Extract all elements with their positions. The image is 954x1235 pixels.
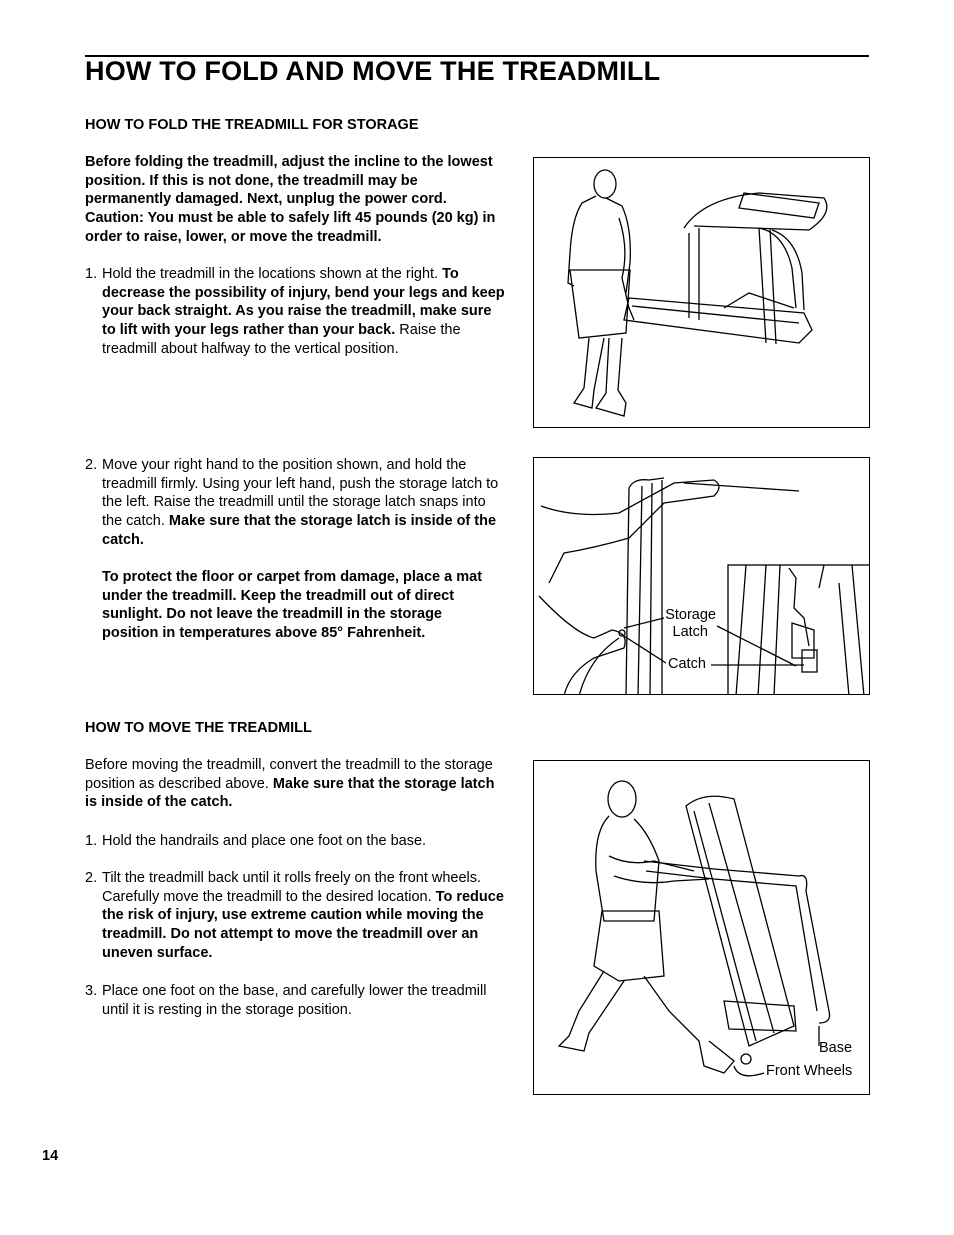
step-warning: To reduce the risk of injury, use extreme caution while moving the treadmill. Do not attempt to move the treadmill over an uneven surface. xyxy=(102,888,504,961)
latch-inset-frame xyxy=(728,565,870,695)
step-number: 3. xyxy=(85,983,98,999)
frame-top xyxy=(629,478,664,488)
fold-intro: Before folding the treadmill, adjust the incline to the lowest position. If this is not done, the treadmill may be permanently damaged. Next, unplug the power cord. Caution: You must be able to safely lift 45 pounds (20 kg) in order to raise, lower, or move the treadmill. xyxy=(85,154,496,245)
person-back xyxy=(568,196,596,286)
person-head xyxy=(608,781,636,817)
person-shorts xyxy=(570,270,630,338)
person-leg-front xyxy=(644,976,734,1073)
step-text: Hold the handrails and place one foot on the base. xyxy=(102,833,427,849)
figure-move-treadmill xyxy=(533,760,870,1095)
fold-step-2 xyxy=(85,456,505,550)
move-intro-text: Before moving the treadmill, convert the treadmill to the storage position as described above. xyxy=(85,757,493,792)
fold-heading: HOW TO FOLD THE TREADMILL FOR STORAGE xyxy=(85,117,419,133)
treadmill-base xyxy=(724,1001,796,1031)
treadmill-upright-right xyxy=(759,228,776,344)
arm-outline xyxy=(541,480,719,583)
step-number: 2. xyxy=(85,870,98,886)
step-number: 1. xyxy=(85,266,98,282)
handrail-inner xyxy=(646,871,817,1011)
catch-leader xyxy=(624,636,666,663)
step-number: 1. xyxy=(85,833,98,849)
person-leg-front xyxy=(596,338,626,416)
step-text: Move your right hand to the position shown, and hold the treadmill firmly. Using your left hand, push the storage latch to the left. Raise the treadmill until the storage latch snaps into the catch. xyxy=(102,457,499,530)
storage-latch-leader xyxy=(624,618,664,628)
inset-storage-leader xyxy=(717,626,796,666)
step-number: 2. xyxy=(85,457,98,473)
person-torso xyxy=(596,816,659,921)
inset-rails xyxy=(736,565,780,695)
handrail-curve-inner xyxy=(772,230,804,310)
treadmill-upright-deck xyxy=(686,796,794,1046)
move-step-3 xyxy=(85,982,505,1019)
wheel-leader xyxy=(734,1066,764,1076)
floor-caution: To protect the floor or carpet from damage, place a mat under the treadmill. Keep the treadmill out of direct sunlight. Do not leave the treadmill in the storage position in temperatures above 85° Fahrenheit. xyxy=(102,569,483,642)
move-intro-warning: Make sure that the storage latch is inside of the catch. xyxy=(85,775,495,811)
page-title: HOW TO FOLD AND MOVE THE TREADMILL xyxy=(85,56,661,86)
person-front xyxy=(606,198,630,293)
base-label: Base xyxy=(819,1040,853,1056)
storage-latch-label xyxy=(661,607,716,641)
treadmill-frame-rails xyxy=(626,480,662,695)
page-number: 14 xyxy=(42,1148,59,1164)
left-hand xyxy=(539,596,625,695)
lift-illustration xyxy=(534,158,870,428)
catch-label: Catch xyxy=(668,656,706,672)
figure-storage-latch xyxy=(533,457,870,695)
inset-side xyxy=(839,565,864,695)
person-leg-back xyxy=(559,971,624,1051)
treadmill-upright-left xyxy=(689,228,699,320)
person-arm xyxy=(619,218,634,320)
move-step-1 xyxy=(85,832,505,851)
step-warning: Make sure that the storage latch is inside of the catch. xyxy=(102,513,497,548)
hand-finger xyxy=(579,638,619,695)
storage-label-line1: Storage xyxy=(665,607,716,623)
person-leg-back xyxy=(574,338,604,408)
person-head xyxy=(594,170,616,198)
front-wheels-label: Front Wheels xyxy=(766,1063,853,1079)
front-wheel xyxy=(741,1054,751,1064)
handrail-curve xyxy=(759,228,796,308)
step-text: Place one foot on the base, and carefully lower the treadmill until it is resting in the storage position. xyxy=(102,983,487,1018)
inset-latch xyxy=(792,623,814,658)
move-step-2 xyxy=(85,869,505,963)
move-heading: HOW TO MOVE THE TREADMILL xyxy=(85,720,312,736)
treadmill-motor-hood xyxy=(724,293,794,308)
inset-bracket xyxy=(789,565,824,646)
fold-step-1 xyxy=(85,265,505,359)
treadmill-edge-line xyxy=(684,483,799,491)
step-text: Raise the treadmill about halfway to the vertical position. xyxy=(102,322,461,357)
deck-rails xyxy=(694,803,774,1041)
storage-label-line2: Latch xyxy=(672,624,708,640)
figure-lift-treadmill xyxy=(533,157,870,428)
step-text: Hold the treadmill in the locations shown at the right. xyxy=(102,266,443,282)
move-intro xyxy=(85,756,505,812)
treadmill-console xyxy=(684,193,827,230)
step-warning: To decrease the possibility of injury, bend your legs and keep your back straight. As you raise the treadmill, make sure to lift with your legs rather than your back. xyxy=(102,266,505,339)
step-text: Tilt the treadmill back until it rolls freely on the front wheels. Carefully move the treadmill to the desired location. xyxy=(102,870,482,905)
inset-catch xyxy=(802,650,817,672)
